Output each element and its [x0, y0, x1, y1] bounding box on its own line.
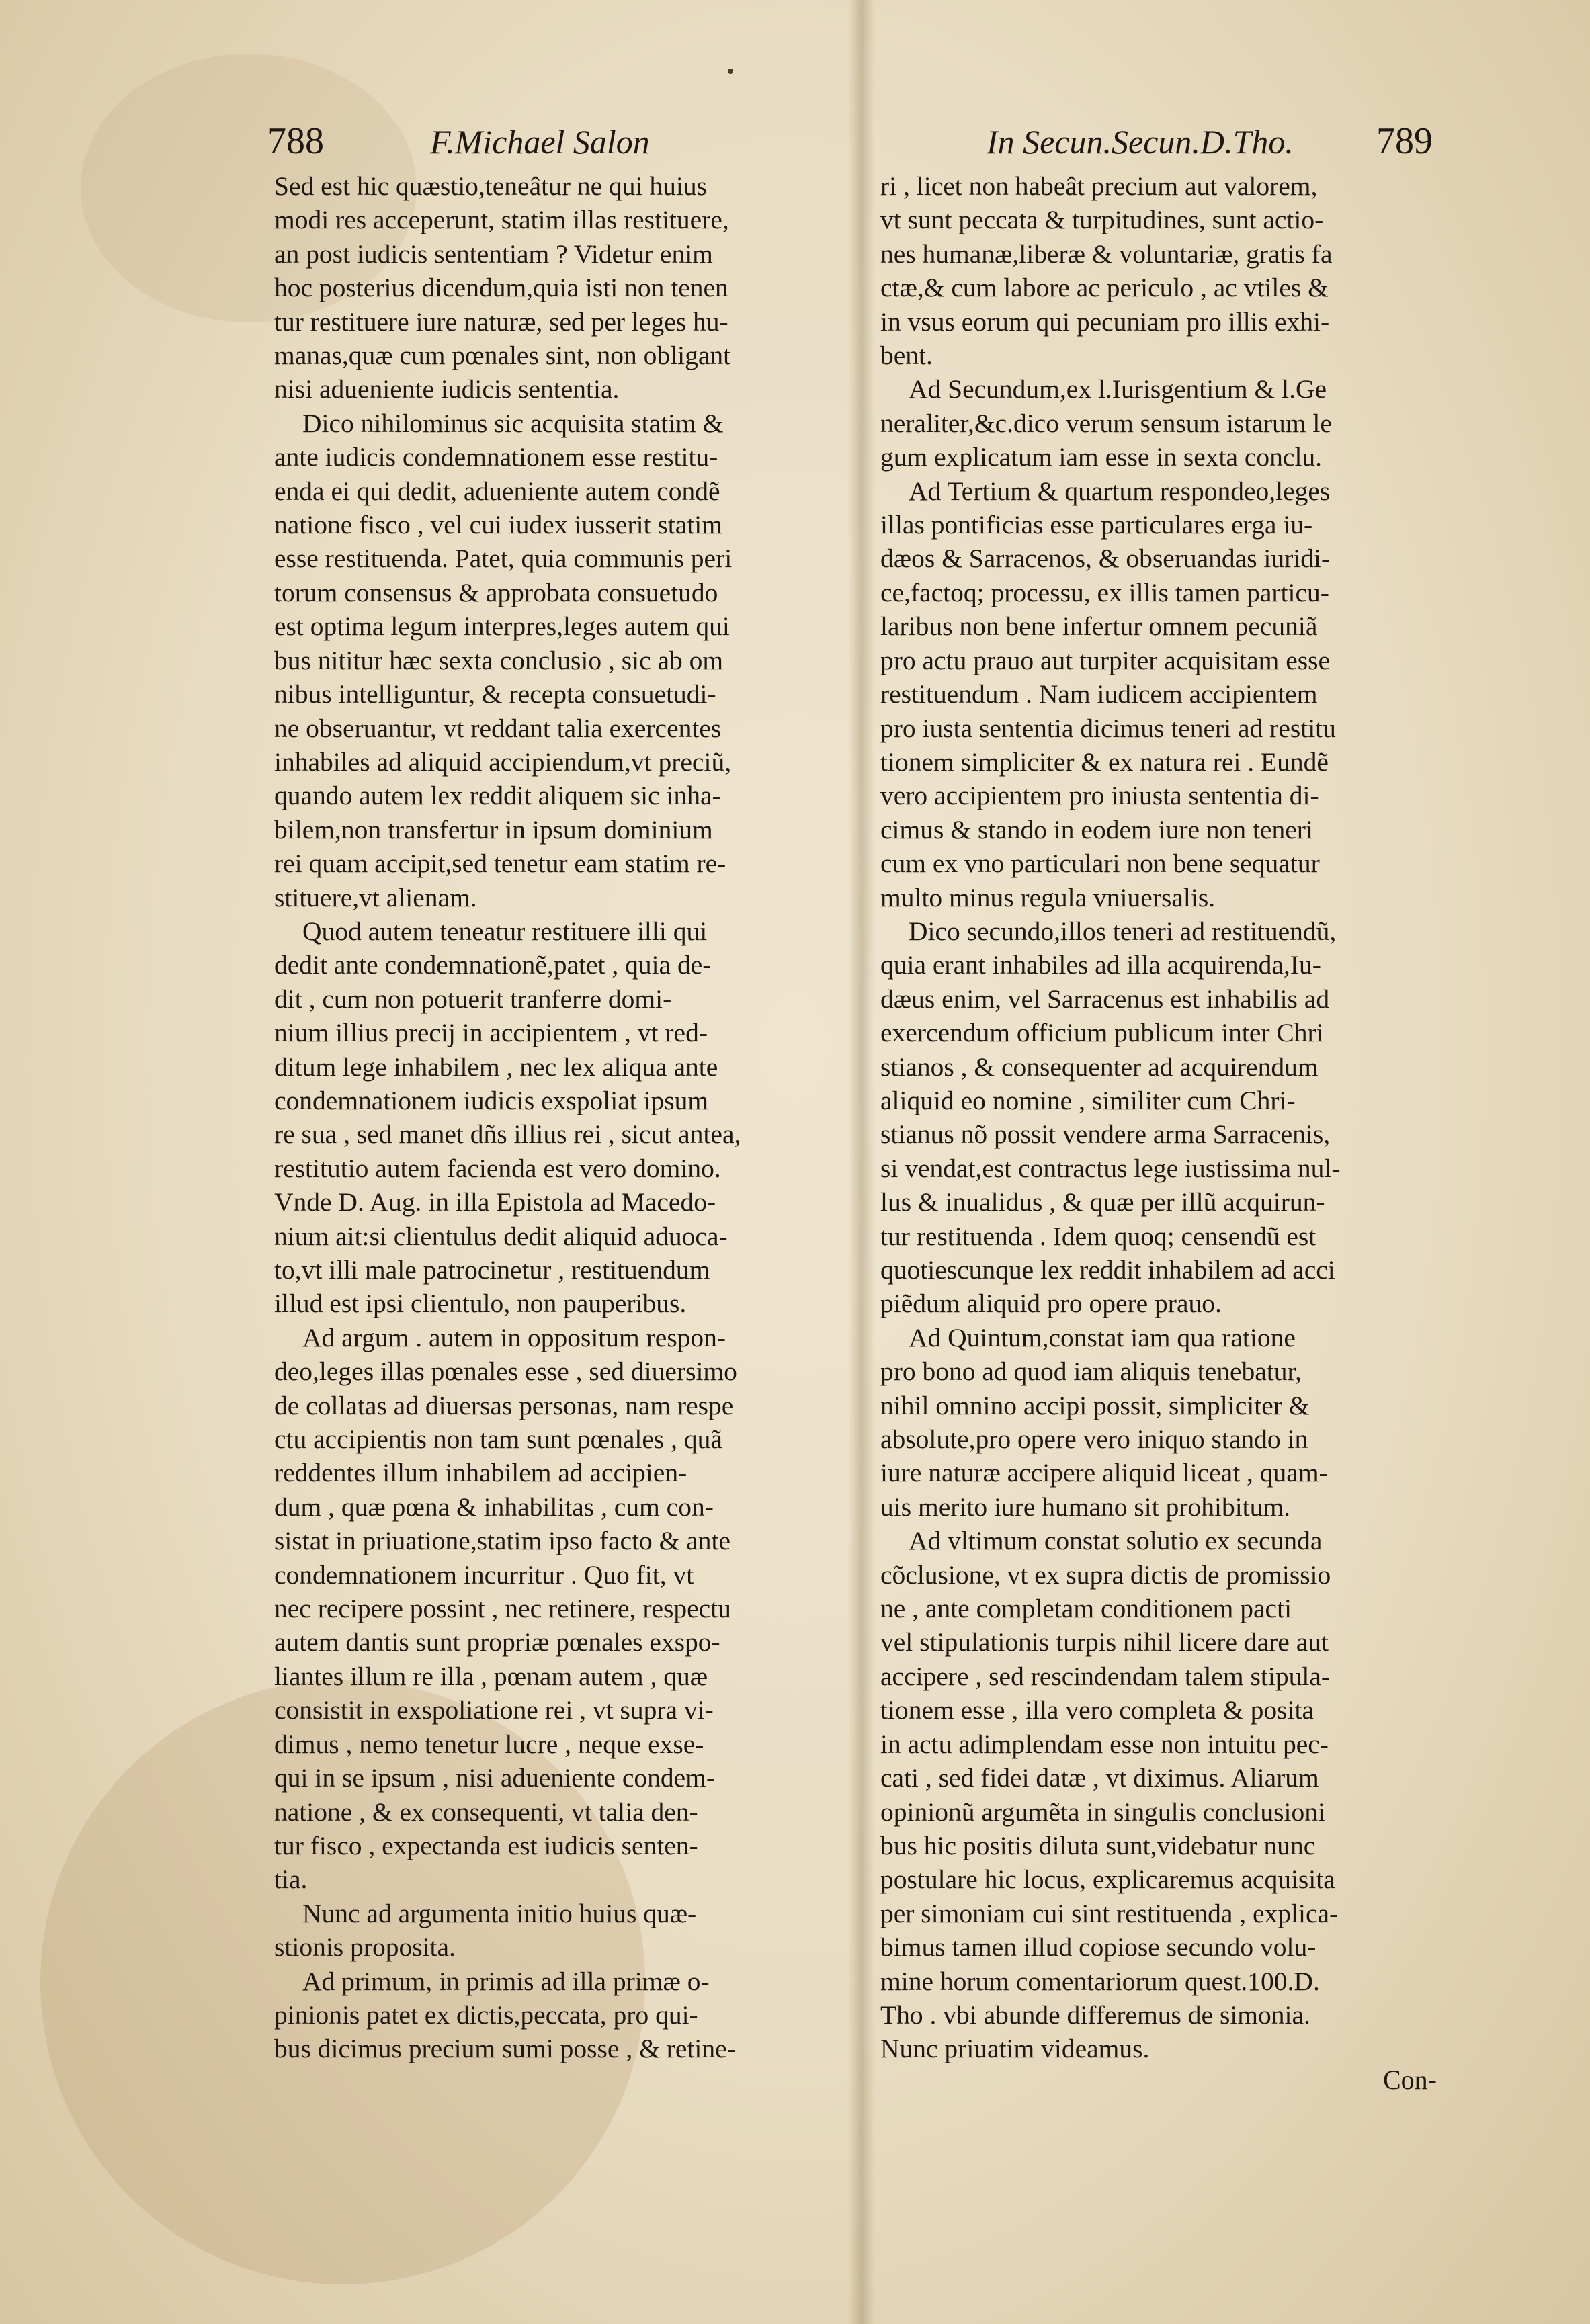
- text-line: absolute,pro opere vero iniquo stando in: [880, 1424, 1308, 1455]
- text-line: torum consensus & approbata consuetudo: [274, 577, 718, 607]
- text-line: dedit ante condemnationẽ,patet , quia de-: [274, 950, 712, 980]
- paragraph: [274, 1897, 837, 1965]
- paragraph: [880, 474, 1449, 914]
- gutter-fold: [848, 0, 875, 2324]
- text-line: gum explicatum iam esse in sexta conclu.: [880, 442, 1323, 472]
- text-line: bus hic positis diluta sunt,videbatur nunc: [880, 1830, 1316, 1860]
- text-line: manas,quæ cum pœnales sint, non obligant: [274, 341, 731, 371]
- text-line: opinionũ argumẽta in singulis conclusioni: [880, 1797, 1325, 1827]
- text-line: Nunc priuatim videamus.: [880, 2034, 1150, 2064]
- right-text-column: [880, 169, 1449, 2066]
- text-line: dum , quæ pœna & inhabilitas , cum con-: [274, 1492, 714, 1522]
- text-line: tur restituere iure naturæ, sed per leges hu-: [274, 306, 728, 337]
- text-line: bilem,non transfertur in ipsum dominium: [274, 814, 713, 845]
- text-line: modi res acceperunt, statim illas restituere,: [274, 205, 729, 235]
- text-line: stianus nõ possit vendere arma Sarracenis,: [880, 1119, 1331, 1150]
- text-line: Ad primum, in primis ad illa primæ o-: [302, 1966, 710, 1996]
- text-line: nihil omnino accipi possit, simpliciter &: [880, 1390, 1310, 1420]
- text-line: natione fisco , vel cui iudex iusserit statim: [274, 510, 722, 540]
- text-line: quia erant inhabiles ad illa acquirenda,Iu-: [880, 950, 1321, 980]
- text-line: per simoniam cui sint restituenda , explica-: [880, 1898, 1339, 1928]
- paragraph: [274, 914, 837, 1321]
- text-line: pinionis patet ex dictis,peccata, pro qui-: [274, 1999, 698, 2030]
- text-line: uis merito iure humano sit prohibitum.: [880, 1492, 1290, 1522]
- text-line: neraliter,&c.dico verum sensum istarum le: [880, 408, 1332, 438]
- text-line: sistat in priuatione,statim ipso facto & ante: [274, 1526, 731, 1556]
- paragraph: [274, 406, 837, 914]
- paragraph: [880, 1524, 1449, 2066]
- text-line: Quod autem teneatur restituere illi qui: [302, 916, 708, 946]
- text-line: nisi adueniente iudicis sententia.: [274, 374, 620, 404]
- text-line: tionem simpliciter & ex natura rei . Eundẽ: [880, 746, 1329, 777]
- text-line: tur restituenda . Idem quoq; censendũ est: [880, 1221, 1316, 1251]
- text-line: an post iudicis sententiam ? Videtur enim: [274, 239, 713, 269]
- paragraph: [880, 914, 1449, 1321]
- text-line: illas pontificias esse particulares erga iu-: [880, 510, 1313, 540]
- text-line: stionis proposita.: [274, 1932, 456, 1963]
- paragraph: [880, 169, 1449, 372]
- text-line: liantes illum re illa , pœnam autem , quæ: [274, 1661, 708, 1691]
- text-line: multo minus regula vniuersalis.: [880, 882, 1216, 912]
- ink-speck: [728, 69, 733, 74]
- text-line: exercendum officium publicum inter Chri: [880, 1018, 1324, 1048]
- text-line: Ad Secundum,ex l.Iurisgentium & l.Ge: [909, 374, 1327, 404]
- text-line: Dico secundo,illos teneri ad restituendũ,: [909, 916, 1337, 946]
- text-line: laribus non bene infertur omnem pecuniã: [880, 611, 1318, 642]
- catchword: Con-: [1383, 2065, 1437, 2095]
- text-line: cimus & stando in eodem iure non teneri: [880, 814, 1313, 845]
- text-line: mine horum comentariorum quest.100.D.: [880, 1966, 1320, 1996]
- text-line: nium ait:si clientulus dedit aliquid aduoca-: [274, 1221, 728, 1251]
- text-line: de collatas ad diuersas personas, nam respe: [274, 1390, 734, 1420]
- text-line: deo,leges illas pœnales esse , sed diuersimo: [274, 1357, 737, 1387]
- text-line: ri , licet non habeât precium aut valorem,: [880, 171, 1318, 201]
- text-line: condemnationem incurritur . Quo fit, vt: [274, 1559, 694, 1590]
- text-line: nes humanæ,liberæ & voluntariæ, gratis fa: [880, 239, 1333, 269]
- text-line: lus & inualidus , & quæ per illũ acquirun-: [880, 1187, 1325, 1217]
- text-line: pro iusta sententia dicimus teneri ad restitu: [880, 713, 1336, 743]
- text-line: consistit in exspoliatione rei , vt supra vi-: [274, 1695, 714, 1725]
- text-line: autem dantis sunt propriæ pœnales exspo-: [274, 1627, 720, 1658]
- left-running-head: F.Michael Salon: [430, 123, 650, 161]
- paragraph: [274, 169, 837, 406]
- text-line: pro bono ad quod iam aliquis tenebatur,: [880, 1357, 1302, 1387]
- text-line: cati , sed fidei datæ , vt diximus. Aliarum: [880, 1763, 1319, 1793]
- text-line: reddentes illum inhabilem ad accipien-: [274, 1458, 687, 1488]
- text-line: esse restituenda. Patet, quia communis peri: [274, 544, 733, 574]
- text-line: Ad argum . autem in oppositum respon-: [302, 1322, 726, 1352]
- text-line: qui in se ipsum , nisi adueniente condem-: [274, 1763, 716, 1793]
- text-line: restitutio autem facienda est vero domino.: [274, 1153, 721, 1183]
- text-line: ditum lege inhabilem , nec lex aliqua ante: [274, 1051, 718, 1082]
- text-line: enda ei qui dedit, adueniente autem condẽ: [274, 476, 720, 506]
- text-line: illud est ipsi clientulo, non pauperibus.: [274, 1289, 687, 1319]
- paragraph: [880, 372, 1449, 474]
- text-line: dæos & Sarracenos, & obseruandas iuridi-: [880, 544, 1331, 574]
- paragraph: [274, 1965, 837, 2066]
- text-line: ctu accipientis non tam sunt pœnales , quã: [274, 1424, 722, 1455]
- text-line: quotiescunque lex reddit inhabilem ad acci: [880, 1255, 1335, 1285]
- text-line: in vsus eorum qui pecuniam pro illis exhi-: [880, 306, 1330, 337]
- text-line: nium illius precij in accipientem , vt red-: [274, 1018, 708, 1048]
- text-line: vel stipulationis turpis nihil licere dare aut: [880, 1627, 1329, 1658]
- right-running-head: In Secun.Secun.D.Tho.: [987, 123, 1294, 161]
- text-line: nec recipere possint , nec retinere, respectu: [274, 1594, 731, 1624]
- text-line: accipere , sed rescindendam talem stipula-: [880, 1661, 1331, 1691]
- text-line: ante iudicis condemnationem esse restitu-: [274, 442, 718, 472]
- text-line: cõclusione, vt ex supra dictis de promissio: [880, 1559, 1331, 1590]
- text-line: inhabiles ad aliquid accipiendum,vt preciũ,: [274, 746, 732, 777]
- text-line: condemnationem iudicis exspoliat ipsum: [274, 1085, 709, 1115]
- left-text-column: [274, 169, 837, 2066]
- text-line: Sed est hic quæstio,teneâtur ne qui huius: [274, 171, 707, 201]
- text-line: hoc posterius dicendum,quia isti non tenen: [274, 273, 728, 303]
- text-line: Ad Tertium & quartum respondeo,leges: [909, 476, 1331, 506]
- text-line: ne obseruantur, vt reddant talia exercentes: [274, 713, 722, 743]
- text-line: tur fisco , expectanda est iudicis senten-: [274, 1830, 698, 1860]
- text-line: vt sunt peccata & turpitudines, sunt actio-: [880, 205, 1324, 235]
- text-line: bimus tamen illud copiose secundo volu-: [880, 1932, 1316, 1963]
- text-line: dit , cum non potuerit tranferre domi-: [274, 984, 672, 1014]
- text-line: Nunc ad argumenta initio huius quæ-: [302, 1898, 697, 1928]
- text-line: dæus enim, vel Sarracenus est inhabilis ad: [880, 984, 1330, 1014]
- paragraph: [274, 1321, 837, 1897]
- text-line: postulare hic locus, explicaremus acquisita: [880, 1864, 1335, 1895]
- text-line: nibus intelliguntur, & recepta consuetudi-: [274, 679, 716, 709]
- text-line: stianos , & consequenter ad acquirendum: [880, 1051, 1319, 1082]
- text-line: Tho . vbi abunde differemus de simonia.: [880, 1999, 1310, 2030]
- text-line: est optima legum interpres,leges autem qui: [274, 611, 730, 642]
- text-line: bus nititur hæc sexta conclusio , sic ab om: [274, 645, 724, 675]
- text-line: ce,factoq; processu, ex illis tamen particu-: [880, 577, 1329, 607]
- text-line: piẽdum aliquid pro opere prauo.: [880, 1289, 1222, 1319]
- text-line: bent.: [880, 341, 933, 371]
- text-line: vero accipientem pro iniusta sententia di-: [880, 781, 1319, 811]
- text-line: bus dicimus precium sumi posse , & retine-: [274, 2034, 736, 2064]
- text-line: tionem esse , illa vero completa & posita: [880, 1695, 1314, 1725]
- left-page-number: 788: [267, 120, 324, 162]
- text-line: rei quam accipit,sed tenetur eam statim re-: [274, 849, 726, 879]
- text-line: in actu adimplendam esse non intuitu pec-: [880, 1729, 1329, 1759]
- text-line: natione , & ex consequenti, vt talia den-: [274, 1797, 698, 1827]
- text-line: restituendum . Nam iudicem accipientem: [880, 679, 1318, 709]
- text-line: stituere,vt alienam.: [274, 882, 477, 912]
- text-line: Dico nihilominus sic acquisita statim &: [302, 408, 724, 438]
- text-line: Ad vltimum constat solutio ex secunda: [909, 1526, 1323, 1556]
- text-line: cum ex vno particulari non bene sequatur: [880, 849, 1320, 879]
- right-page-number: 789: [1376, 120, 1433, 162]
- text-line: si vendat,est contractus lege iustissima nul-: [880, 1153, 1341, 1183]
- paragraph: [880, 1321, 1449, 1524]
- text-line: dimus , nemo tenetur lucre , neque exse-: [274, 1729, 704, 1759]
- text-line: quando autem lex reddit aliquem sic inha-: [274, 781, 721, 811]
- text-line: Vnde D. Aug. in illa Epistola ad Macedo-: [274, 1187, 716, 1217]
- text-line: iure naturæ accipere aliquid liceat , quam-: [880, 1458, 1328, 1488]
- text-line: aliquid eo nomine , similiter cum Chri-: [880, 1085, 1296, 1115]
- text-line: Ad Quintum,constat iam qua ratione: [909, 1322, 1296, 1352]
- text-line: ctæ,& cum labore ac periculo , ac vtiles &: [880, 273, 1329, 303]
- text-line: pro actu prauo aut turpiter acquisitam esse: [880, 645, 1331, 675]
- text-line: tia.: [274, 1864, 308, 1895]
- text-line: to,vt illi male patrocinetur , restituendum: [274, 1255, 710, 1285]
- text-line: re sua , sed manet dñs illius rei , sicut antea,: [274, 1119, 741, 1150]
- text-line: ne , ante completam conditionem pacti: [880, 1594, 1292, 1624]
